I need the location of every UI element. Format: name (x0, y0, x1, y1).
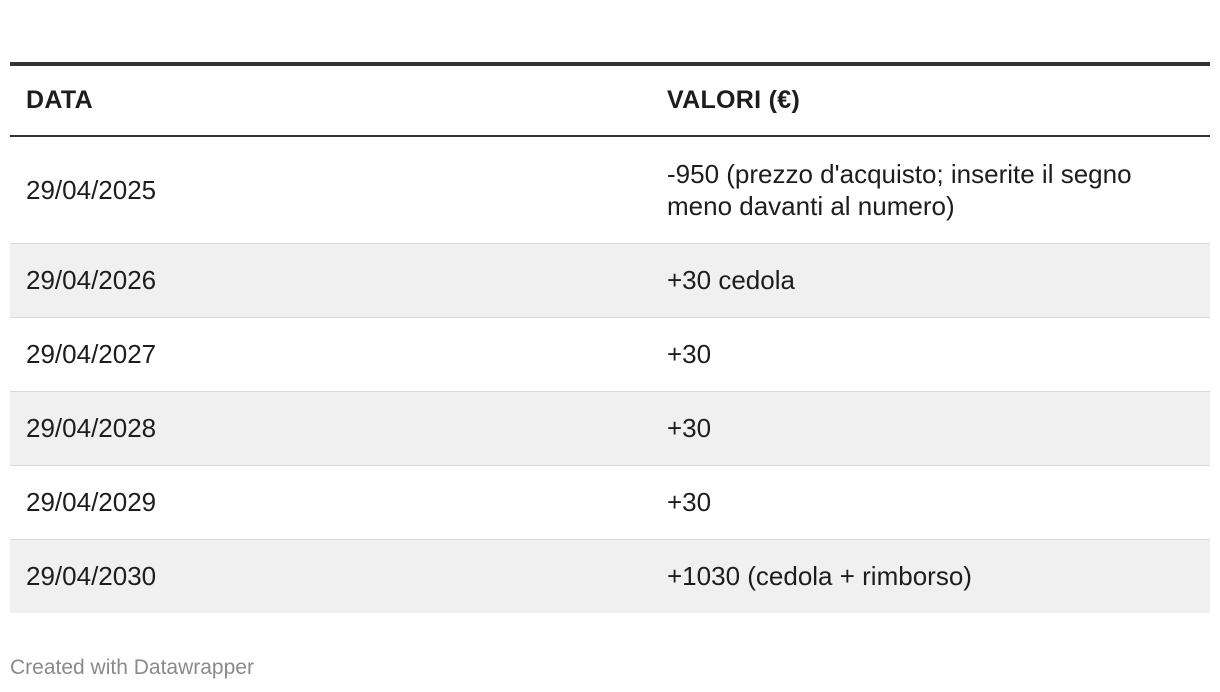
table-header-row (10, 64, 1210, 136)
cell-value: +30 (651, 391, 1210, 465)
table-row (10, 136, 1210, 243)
table-row (10, 539, 1210, 613)
column-header-data[interactable]: DATA (10, 64, 651, 136)
data-table (10, 62, 1210, 613)
cell-value: +1030 (cedola + rimborso) (651, 539, 1210, 613)
datawrapper-credit[interactable]: Created with Datawrapper (10, 656, 254, 679)
cell-date: 29/04/2026 (10, 243, 651, 317)
data-table-container (10, 62, 1210, 613)
table-row (10, 317, 1210, 391)
cell-date: 29/04/2028 (10, 391, 651, 465)
table-row (10, 243, 1210, 317)
cell-value: +30 (651, 465, 1210, 539)
cell-value: +30 (651, 317, 1210, 391)
cell-date: 29/04/2027 (10, 317, 651, 391)
table-row (10, 465, 1210, 539)
column-header-valori[interactable]: VALORI (€) (651, 64, 1210, 136)
cell-date: 29/04/2030 (10, 539, 651, 613)
cell-value: +30 cedola (651, 243, 1210, 317)
cell-date: 29/04/2029 (10, 465, 651, 539)
cell-date: 29/04/2025 (10, 136, 651, 243)
cell-value: -950 (prezzo d'acquisto; inserite il segno meno davanti al numero) (651, 136, 1210, 243)
table-row (10, 391, 1210, 465)
